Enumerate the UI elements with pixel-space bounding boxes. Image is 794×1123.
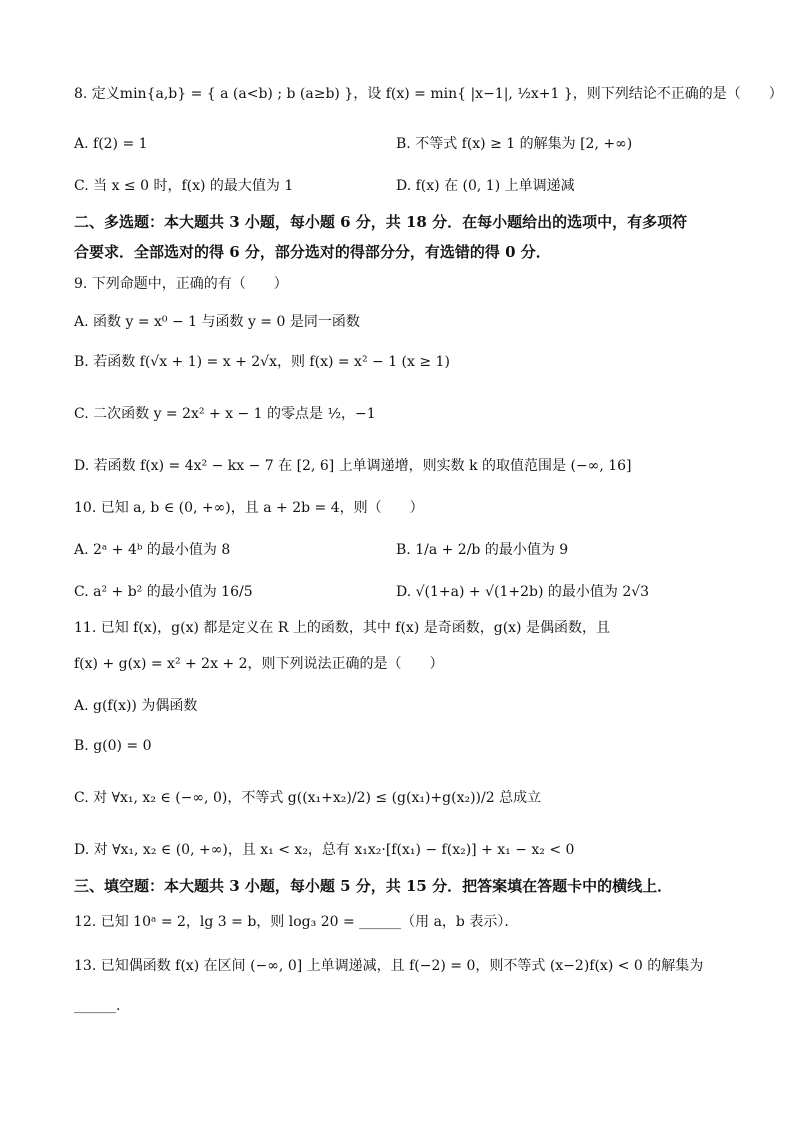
q11-option-d: D. 对 ∀x₁, x₂ ∈ (0, +∞)，且 x₁ < x₂，总有 x₁x₂·[f(x₁) − f(x₂)] + x₁ − x₂ < 0 [74, 842, 575, 858]
q9-stem: 9. 下列命题中，正确的有（ ） [74, 276, 288, 292]
q8-option-a: A. f(2) = 1 [74, 136, 148, 152]
q8-option-d: D. f(x) 在 (0, 1) 上单调递减 [396, 178, 575, 194]
q10-option-c: C. a² + b² 的最小值为 16/5 [74, 584, 253, 600]
q10-stem: 10. 已知 a, b ∈ (0, +∞)，且 a + 2b = 4，则（ ） [74, 500, 424, 516]
q10-option-b: B. 1/a + 2/b 的最小值为 9 [396, 542, 569, 558]
q11-option-c: C. 对 ∀x₁, x₂ ∈ (−∞, 0)，不等式 g((x₁+x₂)/2) ≤ (g(x₁)+g(x₂))/2 总成立 [74, 790, 542, 806]
q10-option-a: A. 2ᵃ + 4ᵇ 的最小值为 8 [74, 542, 231, 558]
q12-stem: 12. 已知 10ᵃ = 2，lg 3 = b，则 log₃ 20 = ______（用 a，b 表示）． [74, 914, 519, 930]
section2-heading-line1: 二、多选题：本大题共 3 小题，每小题 6 分，共 18 分．在每小题给出的选项中，有多项符 [74, 213, 688, 231]
section3-heading: 三、填空题：本大题共 3 小题，每小题 5 分，共 15 分．把答案填在答题卡中的横线上． [74, 877, 673, 895]
q10-option-d: D. √(1+a) + √(1+2b) 的最小值为 2√3 [396, 584, 650, 600]
q8-option-c: C. 当 x ≤ 0 时，f(x) 的最大值为 1 [74, 178, 294, 194]
q9-option-c: C. 二次函数 y = 2x² + x − 1 的零点是 ½，−1 [74, 406, 376, 422]
q13-stem: 13. 已知偶函数 f(x) 在区间 (−∞, 0] 上单调递减，且 f(−2) = 0，则不等式 (x−2)f(x) < 0 的解集为 [74, 958, 704, 974]
q11-stem-line1: 11. 已知 f(x)，g(x) 都是定义在 R 上的函数，其中 f(x) 是奇函数，g(x) 是偶函数，且 [74, 620, 610, 636]
q11-stem-line2: f(x) + g(x) = x² + 2x + 2，则下列说法正确的是（ ） [74, 656, 444, 672]
q8-stem: 8. 定义min{a,b} = { a (a<b) ; b (a≥b) }，设 f(x) = min{ |x−1|, ½x+1 }，则下列结论不正确的是（ ） [74, 86, 783, 102]
section2-heading-line2: 合要求．全部选对的得 6 分，部分选对的得部分分，有选错的得 0 分． [74, 243, 551, 261]
q8-option-b: B. 不等式 f(x) ≥ 1 的解集为 [2, +∞) [396, 136, 633, 152]
q9-option-b: B. 若函数 f(√x + 1) = x + 2√x，则 f(x) = x² − 1 (x ≥ 1) [74, 354, 450, 370]
q11-option-b: B. g(0) = 0 [74, 738, 152, 754]
q9-option-a: A. 函数 y = x⁰ − 1 与函数 y = 0 是同一函数 [74, 314, 360, 330]
q9-option-d: D. 若函数 f(x) = 4x² − kx − 7 在 [2, 6] 上单调递增，则实数 k 的取值范围是 (−∞, 16] [74, 458, 632, 474]
q13-answer-blank: ______. [74, 998, 121, 1014]
q11-option-a: A. g(f(x)) 为偶函数 [74, 698, 198, 714]
